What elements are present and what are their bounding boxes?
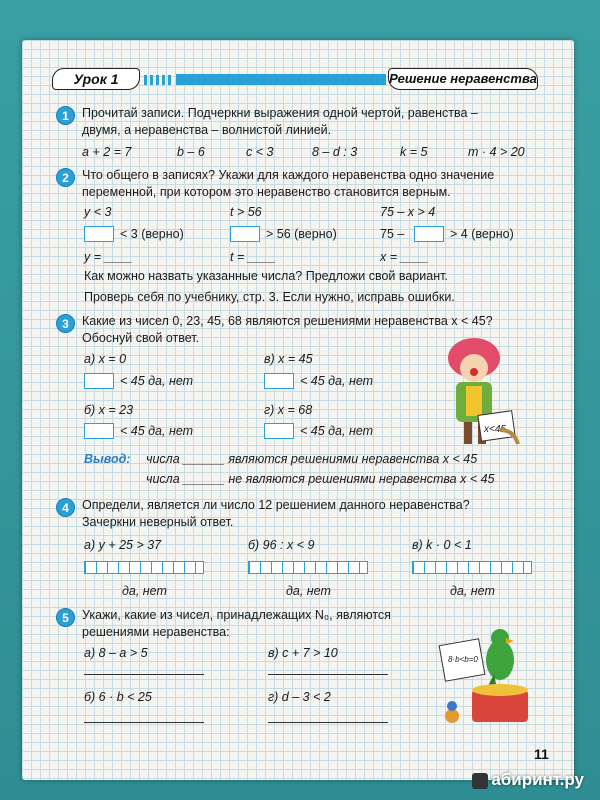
task2-col-label: t > 56	[230, 205, 262, 219]
task1-line2: двумя, а неравенства – волнистой линией.	[82, 123, 332, 137]
task3-check[interactable]: < 45 да, нет	[300, 374, 374, 388]
task1-item: m · 4 > 20	[468, 145, 525, 159]
watermark-text: абиринт.ру	[491, 770, 584, 789]
task4-answer[interactable]: да, нет	[450, 584, 495, 598]
answer-box[interactable]	[84, 423, 114, 439]
answer-box[interactable]	[84, 226, 114, 242]
task5-item-a: а) 8 – a > 5	[84, 646, 148, 660]
task2-fill: < 3 (верно)	[120, 227, 184, 241]
task5-item-b: б) 6 · b < 25	[84, 690, 152, 704]
answer-cells[interactable]	[412, 561, 532, 574]
task2-fill: > 4 (верно)	[450, 227, 514, 241]
conclusion-line1: числа ______ являются решениями неравенства x < 45	[146, 452, 478, 466]
answer-box[interactable]	[264, 423, 294, 439]
parrot-sign-text: 8·b<b=0	[448, 655, 478, 664]
clown-illustration	[422, 330, 532, 450]
task3-item-g: г) x = 68	[264, 403, 313, 417]
task3-check[interactable]: < 45 да, нет	[120, 424, 194, 438]
watermark	[472, 770, 584, 790]
task5-line1: Укажи, какие из чисел, принадлежащих N₀, являются	[82, 608, 391, 622]
answer-line[interactable]	[268, 674, 388, 675]
parrot-illustration	[432, 620, 532, 730]
task2-col-label: 75 – x > 4	[380, 205, 436, 219]
task1-item: k = 5	[400, 145, 428, 159]
task3-check[interactable]: < 45 да, нет	[300, 424, 374, 438]
task3-line1: Какие из чисел 0, 23, 45, 68 являются решениями неравенства x < 45?	[82, 314, 493, 328]
answer-line[interactable]	[268, 722, 388, 723]
task2-line1: Что общего в записях? Укажи для каждого неравенства одно значение	[82, 168, 495, 182]
task4-answer[interactable]: да, нет	[122, 584, 167, 598]
task2-answer[interactable]: t = ____	[230, 250, 276, 264]
task4-line2: Зачеркни неверный ответ.	[82, 515, 234, 529]
task2-col-label: y < 3	[84, 205, 112, 219]
answer-cells[interactable]	[84, 561, 204, 574]
labirint-logo-icon	[472, 773, 488, 789]
answer-box[interactable]	[84, 373, 114, 389]
task-number-2: 2	[56, 168, 75, 187]
answer-box[interactable]	[230, 226, 260, 242]
answer-box[interactable]	[264, 373, 294, 389]
task5-item-v: в) c + 7 > 10	[268, 646, 338, 660]
task1-item: a + 2 = 7	[82, 145, 132, 159]
task2-fill: > 56 (верно)	[266, 227, 337, 241]
task4-item-v: в) k · 0 < 1	[412, 538, 472, 552]
lesson-label: Урок 1	[52, 68, 140, 90]
workbook-page	[22, 40, 574, 780]
conclusion-line2: числа ______ не являются решениями неравенства x < 45	[146, 472, 495, 486]
task3-item-a: а) x = 0	[84, 352, 127, 366]
task4-answer[interactable]: да, нет	[286, 584, 331, 598]
page-number: 11	[534, 746, 549, 762]
conclusion-label: Вывод:	[84, 452, 131, 466]
task1-item: 8 – d : 3	[312, 145, 358, 159]
answer-line[interactable]	[84, 674, 204, 675]
clown-sign-text: x<45	[484, 424, 506, 435]
lesson-header	[52, 68, 538, 90]
task4-item-b: б) 96 : x < 9	[248, 538, 315, 552]
task-number-1: 1	[56, 106, 75, 125]
task5-line2: решениями неравенства:	[82, 625, 230, 639]
task4-line1: Определи, является ли число 12 решением данного неравенства?	[82, 498, 470, 512]
task-number-3: 3	[56, 314, 75, 333]
task2-answer[interactable]: y = ____	[84, 250, 133, 264]
answer-line[interactable]	[84, 722, 204, 723]
answer-cells[interactable]	[248, 561, 368, 574]
task2-answer[interactable]: x = ____	[380, 250, 429, 264]
task2-question1: Как можно назвать указанные числа? Предложи свой вариант.	[84, 269, 448, 283]
topic-title: Решение неравенства	[388, 68, 538, 90]
header-bar	[176, 74, 386, 85]
task2-line2: переменной, при котором это неравенство становится верным.	[82, 185, 451, 199]
task2-fill-prefix: 75 –	[380, 227, 405, 241]
task-number-5: 5	[56, 608, 75, 627]
task-number-4: 4	[56, 498, 75, 517]
header-stripes	[144, 75, 174, 85]
task4-item-a: а) y + 25 > 37	[84, 538, 162, 552]
task2-question2: Проверь себя по учебнику, стр. 3. Если нужно, исправь ошибки.	[84, 290, 455, 304]
answer-box[interactable]	[414, 226, 444, 242]
task1-line1: Прочитай записи. Подчеркни выражения одной чертой, равенства –	[82, 106, 478, 120]
task1-item: c < 3	[246, 145, 274, 159]
task5-item-g: г) d – 3 < 2	[268, 690, 331, 704]
task3-check[interactable]: < 45 да, нет	[120, 374, 194, 388]
task3-item-b: б) x = 23	[84, 403, 134, 417]
task3-line2: Обоснуй свой ответ.	[82, 331, 200, 345]
task3-item-v: в) x = 45	[264, 352, 313, 366]
task1-item: b – 6	[177, 145, 205, 159]
